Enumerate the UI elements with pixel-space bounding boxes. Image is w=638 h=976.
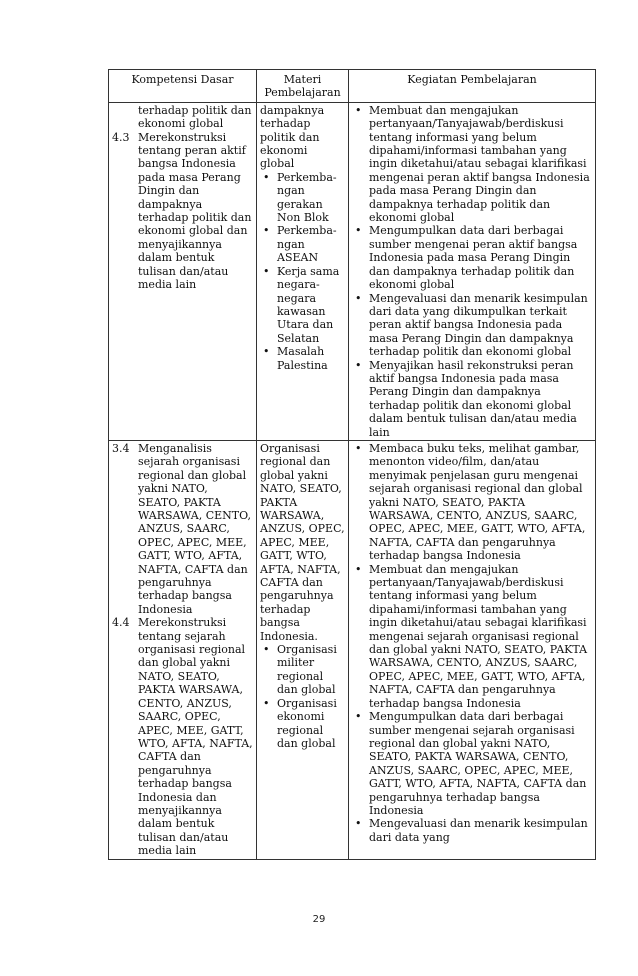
materi-list [260, 643, 345, 750]
table-row [109, 440, 596, 859]
list-item: • Membuat dan mengajukan pertanyaan/Tanyajawab/berdiskusi tentang informasi yang belum dipahami/informasi tambahan yang ingin diketahui/atau sebagai klarifikasi mengenai sejarah organisasi regional dan global yakni NATO, SEATO, PAKTA WARSAWA, CENTO, ANZUS, SAARC, OPEC, APEC, MEE, GATT, WTO, AFTA, NAFTA, CAFTA dan pengaruhnya terhadap bangsa Indonesia [352, 563, 592, 710]
kd-item [112, 442, 253, 616]
kd-cell [109, 440, 257, 859]
kd-lead-text: terhadap politik dan ekonomi global [138, 103, 252, 131]
kd-cell [109, 102, 257, 440]
list-item: • Menyajikan hasil rekonstruksi peran aktif bangsa Indonesia pada masa Perang Dingin dan dampaknya terhadap politik dan ekonomi global dalam bentuk tulisan dan/atau media lain [352, 359, 592, 439]
kd-text: Merekonstruksi tentang peran aktif bangsa Indonesia pada masa Perang Dingin dan dampaknya terhadap politik dan ekonomi global dan menyajikannya dalam bentuk tulisan dan/atau media lain [138, 130, 252, 292]
header-kompetensi-dasar: Kompetensi Dasar [109, 70, 257, 103]
table-header-row [109, 70, 596, 103]
kd-number: 3.4 [112, 441, 130, 455]
kd-item [112, 616, 253, 857]
list-item: • Mengevaluasi dan menarik kesimpulan dari data yang [352, 817, 592, 844]
materi-cell [257, 102, 349, 440]
list-item: • Organisasi ekonomi regional dan global [260, 697, 345, 751]
materi-cell [257, 440, 349, 859]
table-row [109, 102, 596, 440]
kegiatan-list [352, 104, 592, 439]
kegiatan-list [352, 442, 592, 844]
curriculum-table [108, 69, 596, 860]
list-item: • Membaca buku teks, melihat gambar, menonton video/film, dan/atau menyimak penjelasan guru mengenai sejarah organisasi regional dan global yakni NATO, SEATO, PAKTA WARSAWA, CENTO, ANZUS, SAARC, OPEC, APEC, MEE, GATT, WTO, AFTA, NAFTA, CAFTA dan pengaruhnya terhadap bangsa Indonesia [352, 442, 592, 563]
kegiatan-cell [349, 102, 596, 440]
list-item: • Kerja sama negara-negara kawasan Utara dan Selatan [260, 265, 345, 345]
kd-continuation [112, 104, 253, 131]
list-item: • Organisasi militer regional dan global [260, 643, 345, 697]
materi-lead-text: Organisasi regional dan global yakni NATO, SEATO, PAKTA WARSAWA, ANZUS, OPEC, APEC, MEE, GATT, WTO, AFTA, NAFTA, CAFTA dan pengaruhnya terhadap bangsa Indonesia. [260, 441, 345, 643]
page-number: 29 [312, 914, 326, 925]
kd-number: 4.4 [112, 616, 130, 630]
kegiatan-cell [349, 440, 596, 859]
kd-item [112, 131, 253, 292]
list-item: • Perkemba-ngan ASEAN [260, 224, 345, 264]
header-kegiatan-pembelajaran: Kegiatan Pembelajaran [349, 70, 596, 103]
list-item: • Mengevaluasi dan menarik kesimpulan dari data yang dikumpulkan terkait peran aktif bangsa Indonesia pada masa Perang Dingin dan dampaknya terhadap politik dan ekonomi global [352, 292, 592, 359]
list-item: • Mengumpulkan data dari berbagai sumber mengenai sejarah organisasi regional dan global yakni NATO, SEATO, PAKTA WARSAWA, CENTO, ANZUS, SAARC, OPEC, APEC, MEE, GATT, WTO, AFTA, NAFTA, CAFTA dan pengaruhnya terhadap bangsa Indonesia [352, 710, 592, 817]
materi-list [260, 171, 345, 372]
list-item: • Masalah Palestina [260, 345, 345, 372]
kd-text: Menganalisis sejarah organisasi regional dan global yakni NATO, SEATO, PAKTA WARSAWA, CENTO, ANZUS, SAARC, OPEC, APEC, MEE, GATT, WTO, AFTA, NAFTA, CAFTA dan pengaruhnya terhadap bangsa Indonesia [138, 441, 251, 616]
kd-text: Merekonstruksi tentang sejarah organisasi regional dan global yakni NATO, SEATO, PAKTA WARSAWA, CENTO, ANZUS, SAARC, OPEC, APEC, MEE, GATT, WTO, AFTA, NAFTA, CAFTA dan pengaruhnya terhadap bangsa Indonesia dan menyajikannya dalam bentuk tulisan dan/atau media lain [138, 616, 253, 858]
list-item: • Perkemba-ngan gerakan Non Blok [260, 171, 345, 225]
kd-number: 4.3 [112, 130, 130, 144]
list-item: • Membuat dan mengajukan pertanyaan/Tanyajawab/berdiskusi tentang informasi yang belum dipahami/informasi tambahan yang ingin diketahui/atau sebagai klarifikasi mengenai peran aktif bangsa Indonesia pada masa Perang Dingin dan dampaknya terhadap politik dan ekonomi global [352, 104, 592, 225]
list-item: • Mengumpulkan data dari berbagai sumber mengenai peran aktif bangsa Indonesia pada masa Perang Dingin dan dampaknya terhadap politik dan ekonomi global [352, 224, 592, 291]
header-materi-pembelajaran: Materi Pembelajaran [257, 70, 349, 103]
materi-lead-text: dampaknya terhadap politik dan ekonomi global [260, 103, 325, 171]
